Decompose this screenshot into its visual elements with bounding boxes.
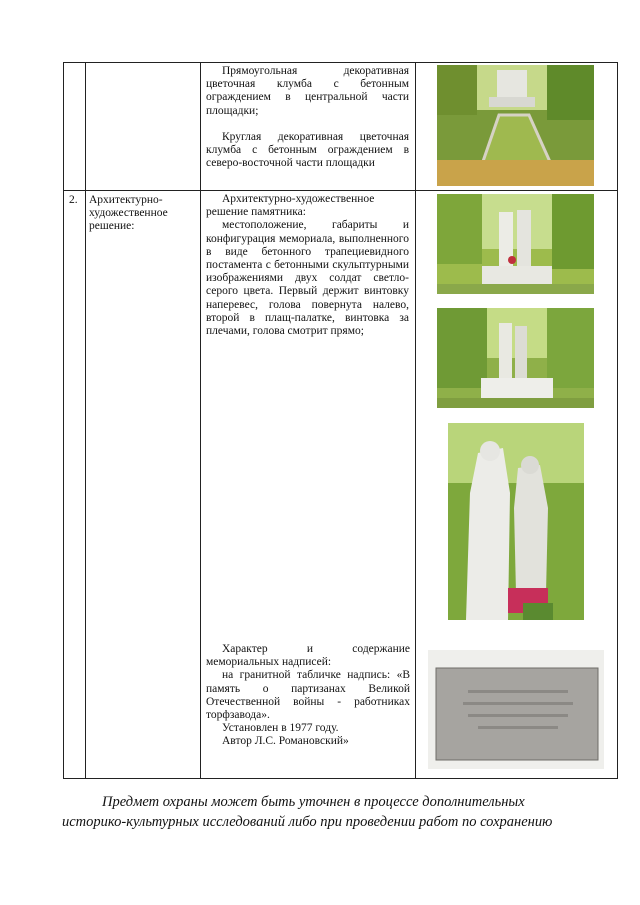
memorial-photo-side [437, 308, 594, 408]
row-label-cell [86, 63, 201, 191]
table-row [64, 191, 618, 779]
solution-heading: Архитектурно-художественное решение памятника: [206, 193, 375, 219]
row-photo-cell [416, 191, 618, 779]
row-description-cell [201, 191, 416, 779]
memorial-photo-front [437, 194, 594, 294]
row-description-cell [201, 63, 416, 191]
memorial-photo-closeup [448, 423, 584, 620]
flowerbed-photo [437, 65, 594, 186]
flowerbed-round-text: Круглая декоративная цветочная клумба с бетонным ограждением в северо-восточной части площадки [206, 130, 409, 170]
footer-note [62, 792, 618, 832]
row-label-cell: Архитектурно-художественное решение: [86, 191, 201, 779]
inscription-content: на гранитной табличке надпись: «В память о партизанах Великой Отечественной войны - работниках торфзавода». [206, 669, 410, 722]
description-text [201, 191, 415, 338]
inscription-heading: Характер и содержание мемориальных надписей: [206, 643, 410, 669]
table-row [64, 63, 618, 191]
inscription-text [201, 641, 416, 749]
solution-description: местоположение, габариты и конфигурация мемориала, выполненного в виде бетонного трапециевидного постамента с бетонными скульптурными изображениями двух солдат светло-серого цвета. Первый держит винтовку наперевес, голова повернута налево, второй в плащ-палатке, винтовка за плечами, голова смотрит прямо; [206, 219, 409, 338]
description-text [201, 63, 415, 170]
row-photo-cell [416, 63, 618, 191]
footer-line-2: историко-культурных исследований либо при проведении работ по сохранению [62, 814, 553, 830]
row-number-cell: 2. [64, 191, 86, 779]
footer-line-1: Предмет охраны может быть уточнен в процессе дополнительных [102, 794, 525, 810]
installed-year: Установлен в 1977 году. [222, 722, 339, 735]
author: Автор Л.С. Романовский» [222, 735, 349, 748]
protection-table [63, 62, 618, 779]
flowerbed-rect-text: Прямоугольная декоративная цветочная клумба с бетонным ограждением в центральной части площадки; [206, 65, 409, 117]
row-number-cell [64, 63, 86, 191]
granite-plaque-photo [428, 650, 604, 769]
